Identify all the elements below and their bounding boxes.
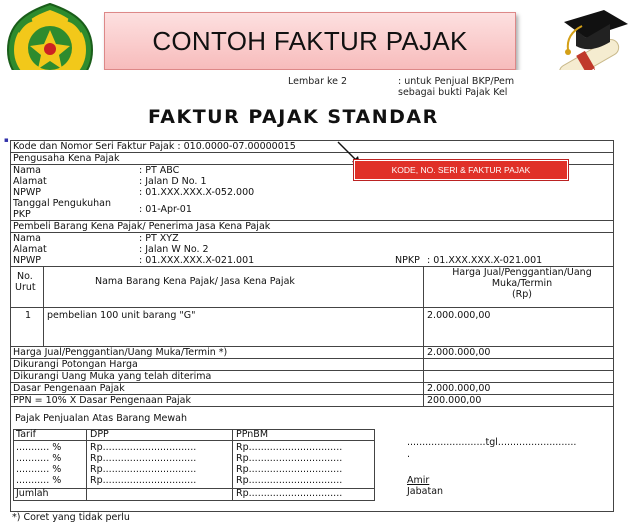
buyer-nama-label: Nama: [13, 233, 42, 244]
ppnbm-ppnbm-cell: Rp...............................: [236, 464, 343, 475]
buyer-npwp-label: NPWP: [13, 255, 41, 266]
summary-value: 2.000.000,00: [427, 347, 491, 358]
row-desc: pembelian 100 unit barang "G": [47, 310, 196, 321]
ppnbm-tarif-cell: ........... %: [16, 453, 62, 464]
ppnbm-dpp-cell: Rp...............................: [90, 442, 197, 453]
summary-row: [10, 395, 614, 407]
pembeli-header-row: [10, 221, 614, 233]
col-divider: [423, 308, 424, 346]
no-header-2: Urut: [15, 282, 36, 293]
harga-header-3: (Rp): [511, 289, 533, 300]
no-header-1: No.: [17, 271, 33, 282]
buyer-npkp-label: NPKP: [395, 255, 420, 266]
corner-mark: ▪: [4, 136, 9, 144]
title-banner: [104, 12, 516, 70]
seller-alamat-value: : Jalan D No. 1: [139, 176, 207, 187]
ppnbm-ppnbm-cell: Rp...............................: [236, 442, 343, 453]
buyer-nama-value: : PT XYZ: [139, 233, 179, 244]
summary-row: [10, 383, 614, 395]
seller-npwp-value: : 01.XXX.XXX.X-052.000: [139, 187, 255, 198]
col-divider: [43, 308, 44, 346]
ppnbm-dpp-cell: Rp...............................: [90, 464, 197, 475]
summary-value: 200.000,00: [427, 395, 482, 406]
row-no: 1: [25, 310, 32, 321]
jumlah-label: Jumlah: [16, 488, 49, 499]
seller-tgl-label: Tanggal Pengukuhan: [13, 198, 112, 209]
ppnbm-dpp-cell: Rp...............................: [90, 475, 197, 486]
summary-label: Dikurangi Potongan Harga: [13, 359, 138, 370]
seller-tgl-value: : 01-Apr-01: [139, 204, 192, 215]
kode-line: Kode dan Nomor Seri Faktur Pajak : 010.0000-07.00000015: [13, 141, 296, 152]
ppnbm-tarif-header: Tarif: [16, 429, 36, 440]
lembar-label: Lembar ke 2: [288, 76, 348, 87]
invoice-document: [4, 70, 616, 523]
row-amount: 2.000.000,00: [427, 310, 491, 321]
pembeli-header: Pembeli Barang Kena Pajak/ Penerima Jasa Kena Pajak: [13, 221, 271, 232]
summary-value: 2.000.000,00: [427, 383, 491, 394]
nama-header: Nama Barang Kena Pajak/ Jasa Kena Pajak: [95, 276, 295, 287]
summary-label: Dikurangi Uang Muka yang telah diterima: [13, 371, 212, 382]
pengusaha-header: Pengusaha Kena Pajak: [13, 153, 120, 164]
ppnbm-table: [13, 429, 375, 501]
summary-label: Harga Jual/Penggantian/Uang Muka/Termin *): [13, 347, 228, 358]
signer-name: Amir: [407, 475, 430, 486]
seller-alamat-label: Alamat: [13, 176, 47, 187]
ppnbm-section: [10, 407, 614, 512]
harga-header-1: Harga Jual/Penggantian/Uang: [452, 267, 592, 278]
seller-nama-label: Nama: [13, 165, 42, 176]
tgl-dot: .: [407, 449, 411, 460]
signer-jabatan: Jabatan: [407, 486, 444, 497]
slide-title: CONTOH FAKTUR PAJAK: [152, 25, 468, 56]
ppnbm-tarif-cell: ........... %: [16, 475, 62, 486]
seller-nama-value: : PT ABC: [139, 165, 180, 176]
ppnbm-dpp-cell: Rp...............................: [90, 453, 197, 464]
seller-pkp-label: PKP: [13, 209, 31, 220]
seller-npwp-label: NPWP: [13, 187, 41, 198]
buyer-alamat-label: Alamat: [13, 244, 47, 255]
ppnbm-header: Pajak Penjualan Atas Barang Mewah: [15, 413, 187, 424]
summary-label: Dasar Pengenaan Pajak: [13, 383, 125, 394]
harga-header-2: Muka/Termin: [491, 278, 553, 289]
ppnbm-ppnbm-cell: Rp...............................: [236, 475, 343, 486]
summary-row: [10, 347, 614, 359]
summary-label: PPN = 10% X Dasar Pengenaan Pajak: [13, 395, 191, 406]
footnote: *) Coret yang tidak perlu: [12, 512, 130, 523]
ppnbm-tarif-cell: ........... %: [16, 442, 62, 453]
kode-row: [10, 141, 614, 153]
lembar-desc-2: sebagai bukti Pajak Kel: [398, 87, 508, 98]
table-row: [10, 308, 614, 347]
kode-callout: KODE, NO. SERI & FAKTUR PAJAK: [354, 160, 568, 180]
invoice-grid: [10, 140, 614, 523]
buyer-npkp-value: : 01.XXX.XXX.X-021.001: [427, 255, 543, 266]
ppnbm-ppnbm-header: PPnBM: [236, 429, 269, 440]
jumlah-cell: Rp...............................: [236, 488, 343, 499]
ppnbm-ppnbm-cell: Rp...............................: [236, 453, 343, 464]
ppnbm-tarif-cell: ........... %: [16, 464, 62, 475]
lembar-info: [288, 76, 515, 98]
col-divider: [43, 267, 44, 307]
tgl-line: ..........................tgl..........................: [407, 437, 577, 448]
invoice-title: FAKTUR PAJAK STANDAR: [148, 106, 439, 128]
ppnbm-dpp-header: DPP: [90, 429, 109, 440]
col-divider: [423, 267, 424, 307]
summary-row: [10, 359, 614, 371]
lembar-desc: : untuk Penjual BKP/Pem: [398, 76, 515, 87]
summary-row: [10, 371, 614, 383]
buyer-npwp-value: : 01.XXX.XXX.X-021.001: [139, 255, 255, 266]
items-table-header: [10, 267, 614, 308]
buyer-block: [10, 233, 614, 267]
buyer-alamat-value: : Jalan W No. 2: [139, 244, 209, 255]
